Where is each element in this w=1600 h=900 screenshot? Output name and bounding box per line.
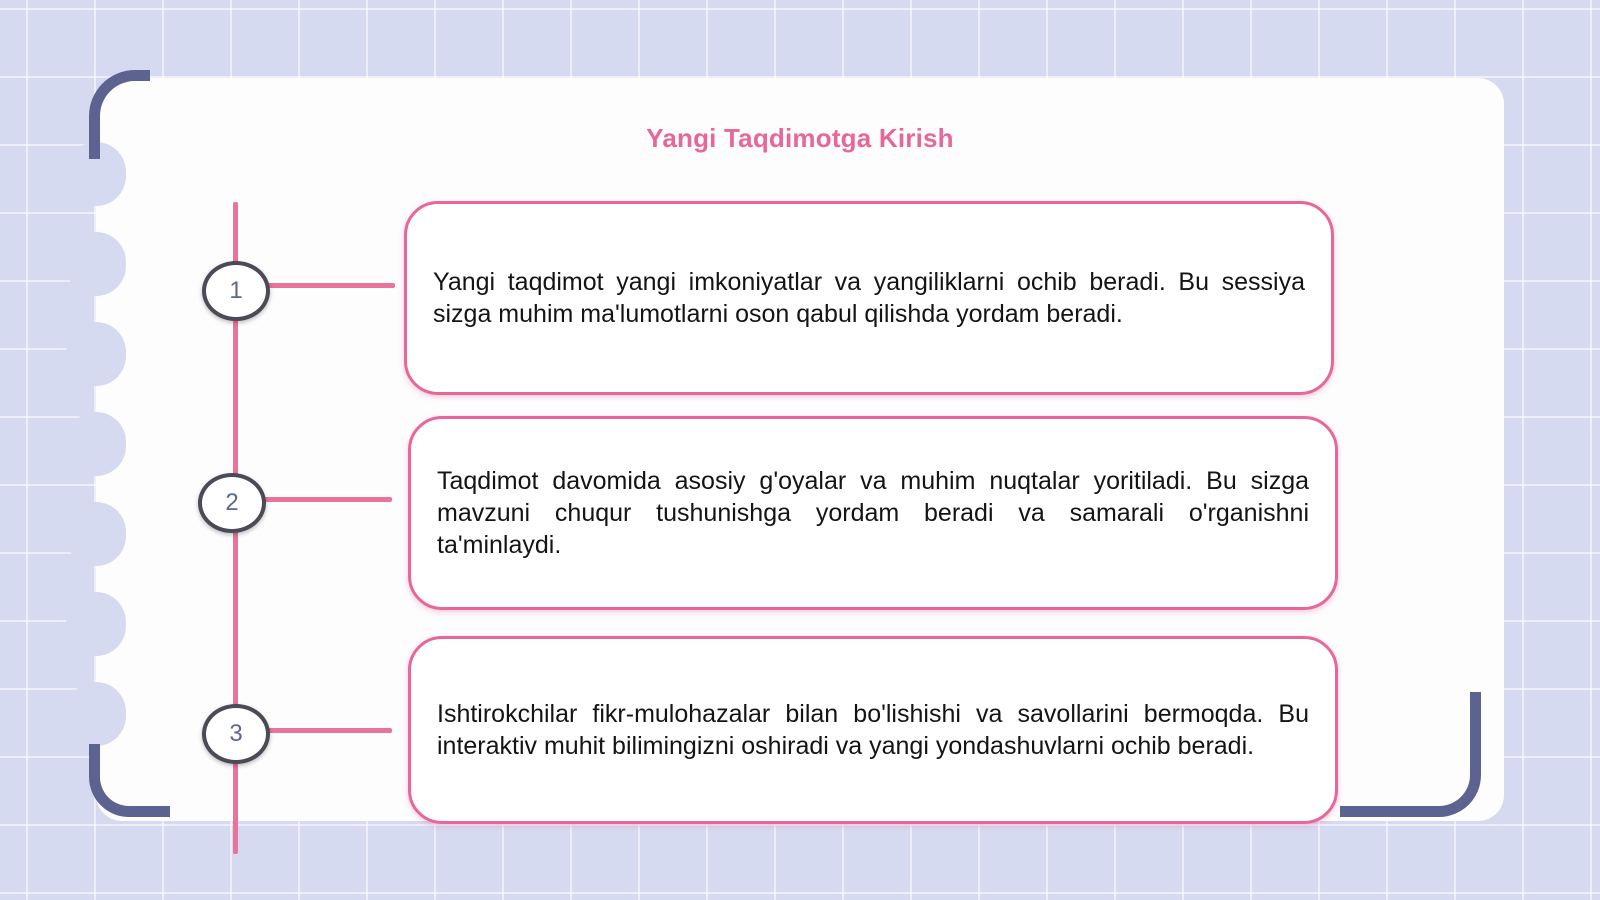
- timeline-node-1: [202, 261, 270, 321]
- frame-corner-bottom-right: [1340, 692, 1481, 817]
- paper-edge-notch: [66, 502, 126, 566]
- slide-title: Yangi Taqdimotga Kirish: [646, 123, 954, 153]
- timeline-node-number: 3: [229, 720, 243, 747]
- timeline-connector: [266, 728, 392, 733]
- paper-edge-notch: [66, 322, 126, 386]
- frame-corner-bottom-left: [89, 744, 170, 817]
- content-text: Ishtirokchilar fikr-mulohazalar bilan bo'lishishi va savollarini bermoqda. Bu interaktiv muhit bilimingizni oshiradi va yangi yondashuvlarni ochib beradi.: [437, 700, 1309, 760]
- timeline-node-number: 2: [225, 489, 239, 516]
- timeline-node-3: [202, 704, 270, 764]
- paper-edge-notch: [66, 592, 126, 656]
- paper-edge-notch: [66, 682, 126, 746]
- timeline-node-number: 1: [229, 277, 243, 304]
- timeline-node-2: [198, 473, 266, 533]
- content-box-3: [408, 636, 1338, 824]
- paper-edge-notch: [66, 232, 126, 296]
- paper-edge-notch: [66, 412, 126, 476]
- content-text: Yangi taqdimot yangi imkoniyatlar va yangiliklarni ochib beradi. Bu sessiya sizga muhim ma'lumotlarni oson qabul qilishda yordam beradi.: [433, 268, 1305, 328]
- content-box-1: [404, 201, 1334, 395]
- content-box-2: [408, 416, 1338, 610]
- timeline-connector: [262, 497, 392, 502]
- content-text: Taqdimot davomida asosiy g'oyalar va muhim nuqtalar yoritiladi. Bu sizga mavzuni chuqur tushunishga yordam beradi va samarali o'rganishni ta'minlaydi.: [437, 467, 1309, 559]
- timeline-connector: [266, 283, 395, 288]
